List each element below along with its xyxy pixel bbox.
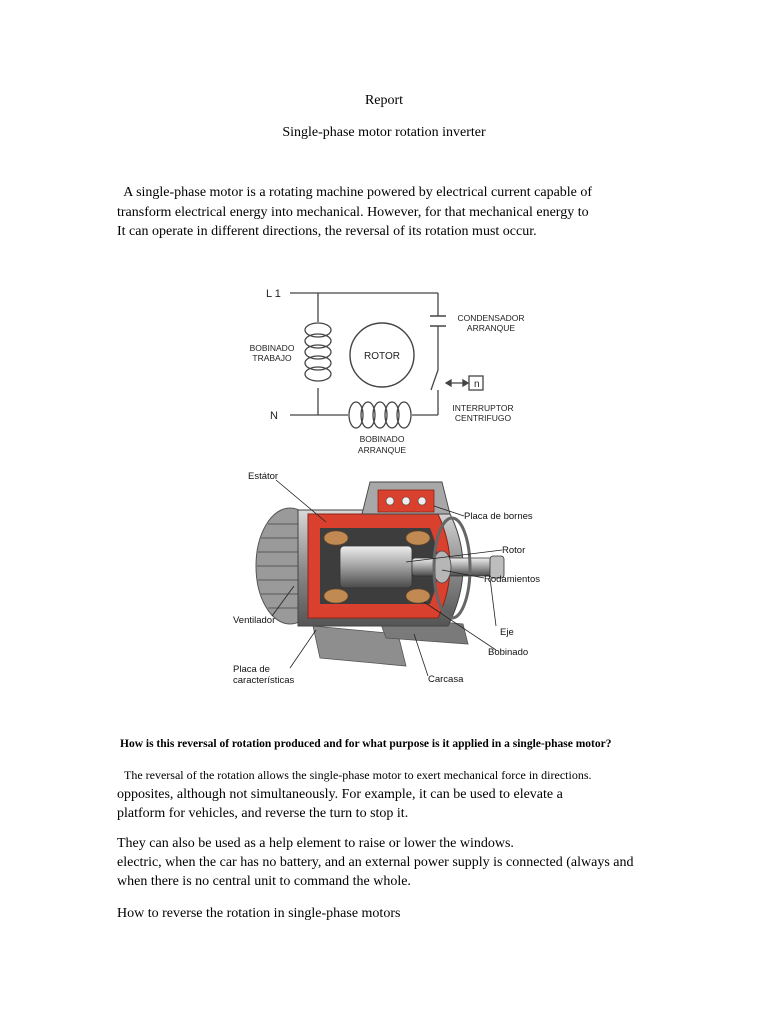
question-heading: How is this reversal of rotation produced and for what purpose is it applied in a single-phase motor?	[120, 738, 612, 750]
report-subtitle: Single-phase motor rotation inverter	[282, 125, 486, 140]
nameplate-label-1: Placa de	[233, 664, 270, 675]
nameplate-label-2: características	[233, 675, 295, 686]
start-winding-label-2: ARRANQUE	[357, 445, 407, 455]
answer-line-3: platform for vehicles, and reverse the turn to stop it.	[117, 806, 409, 821]
capacitor-label-1: CONDENSADOR	[457, 313, 525, 323]
start-winding-label-1: BOBINADO	[359, 434, 405, 444]
terminal-plate-label: Placa de bornes	[464, 511, 533, 522]
l1-label: L 1	[266, 288, 281, 300]
n-label: N	[270, 410, 278, 422]
intro-line-3: It can operate in different directions, the reversal of its rotation must occur.	[117, 224, 537, 239]
capacitor-symbol	[430, 316, 446, 326]
stator-label: Estátor	[248, 471, 279, 482]
fan-label: Ventilador	[233, 615, 276, 626]
answer-line-1: The reversal of the rotation allows the single-phase motor to exert mechanical force in directions.	[124, 768, 592, 782]
circuit-diagram	[240, 278, 540, 462]
rotor-label: ROTOR	[364, 351, 400, 362]
capacitor-label-2: ARRANQUE	[466, 323, 516, 333]
shaft-label: Eje	[500, 627, 514, 638]
switch-box-label: n	[474, 379, 480, 390]
winding-label: Bobinado	[488, 647, 529, 658]
motor-cutaway-illustration	[228, 466, 558, 690]
paragraph2-line-1: They can also be used as a help element to raise or lower the windows.	[117, 836, 514, 851]
paragraph2-line-2: electric, when the car has no battery, and an external power supply is connected (always and	[117, 855, 634, 870]
bearings-label: Rodamientos	[484, 574, 540, 585]
answer-line-2: opposites, although not simultaneously. For example, it can be used to elevate a	[117, 787, 563, 802]
section-heading-reverse-rotation: How to reverse the rotation in single-phase motors	[117, 906, 401, 921]
switch-label-1: INTERRUPTOR	[452, 403, 514, 413]
start-winding-coil	[349, 402, 411, 428]
work-winding-label-1: BOBINADO	[249, 343, 295, 353]
housing-label: Carcasa	[428, 674, 464, 685]
switch-label-2: CENTRIFUGO	[454, 413, 512, 423]
intro-line-2: transform electrical energy into mechanical. However, for that mechanical energy to	[117, 205, 589, 220]
work-winding-label-2: TRABAJO	[252, 353, 292, 363]
intro-line-1: A single-phase motor is a rotating machine powered by electrical current capable of	[117, 185, 593, 200]
rotor-part-label: Rotor	[502, 545, 526, 556]
report-title: Report	[364, 93, 404, 108]
work-winding-coil	[305, 323, 331, 381]
paragraph2-line-3: when there is no central unit to command the whole.	[117, 874, 411, 889]
